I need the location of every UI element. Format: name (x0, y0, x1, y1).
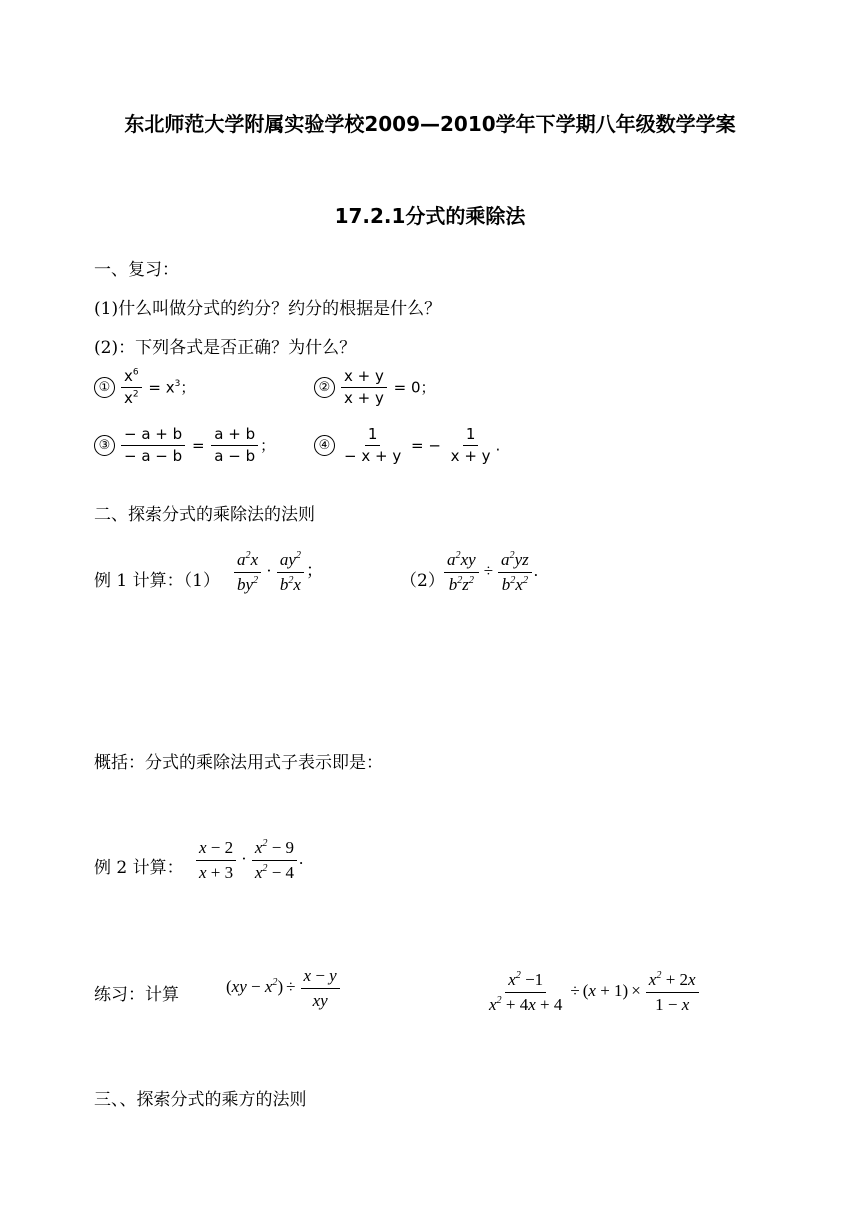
lesson-subtitle: 17.2.1分式的乘除法 (334, 204, 526, 228)
item-marker: ① (94, 377, 115, 398)
review-item-2: ② $\frac{x + y}{x + y}$ = 0； (314, 368, 436, 408)
review-item-4: ④ $\frac{1}{- x + y}$ = − $\frac{1}{x + y}$ . (314, 426, 500, 466)
item-marker: ③ (94, 435, 115, 456)
page-title: 东北师范大学附属实验学校2009—2010学年下学期八年级数学学案 (124, 112, 736, 136)
review-question-1: (1)什么叫做分式的约分？约分的根据是什么？ (94, 299, 442, 319)
fraction: $\frac{a + b}{a - b}$ (211, 426, 258, 466)
fraction: $\frac{x + y}{x + y}$ (341, 368, 387, 408)
practice-expression-2: $\frac{x^2 -1}{x^2 + 4x + 4}$ ÷ (x + 1) × $\frac{x^2 + 2x}{1 - x}$ (484, 970, 701, 1014)
review-question-2: (2)：下列各式是否正确？为什么？ (94, 338, 357, 358)
fraction: $\frac{1}{x + y}$ (450, 425, 491, 466)
example-1-part-2-label: （2） (400, 571, 445, 591)
practice-expression-1: $(xy - x^2)$ ÷ $\frac{x - y}{xy}$ (226, 966, 342, 1010)
section-2-heading: 二、探索分式的乘除法的法则 (94, 505, 315, 525)
summary-prompt: 概括：分式的乘除法用式子表示即是： (94, 753, 383, 773)
example-2-label: 例 2 计算： (94, 858, 184, 878)
item-marker: ② (314, 377, 335, 398)
review-heading: 一、复习： (94, 260, 179, 280)
review-item-1: ① $\frac{x^6}{x^2}$ = $x^3$； (94, 368, 195, 408)
item-marker: ④ (314, 435, 335, 456)
fraction: $\frac{1}{- x + y}$ (344, 425, 402, 466)
fraction: $\frac{- a + b}{- a - b}$ (121, 426, 185, 466)
example-2-expression: $\frac{x - 2}{x + 3}$ · $\frac{x^2 - 9}{x^2 - 4}$ . (194, 838, 303, 882)
review-item-3: ③ $\frac{- a + b}{- a - b}$ = $\frac{a + b}{a - b}$ ； (94, 426, 275, 466)
example-1-label: 例 1 计算：（1） (94, 571, 220, 591)
example-1-expression-1: $\frac{a^2x}{by^2}$ · $\frac{ay^2}{b^2x}$ ； (232, 550, 323, 594)
section-3-heading: 三、、探索分式的乘方的法则 (94, 1090, 307, 1110)
practice-label: 练习：计算 (94, 985, 179, 1005)
example-1-expression-2: $\frac{a^2xy}{b^2z^2}$ ÷ $\frac{a^2yz}{b^2x^2}$ . (442, 550, 538, 594)
fraction: $\frac{x^6}{x^2}$ (121, 368, 142, 408)
